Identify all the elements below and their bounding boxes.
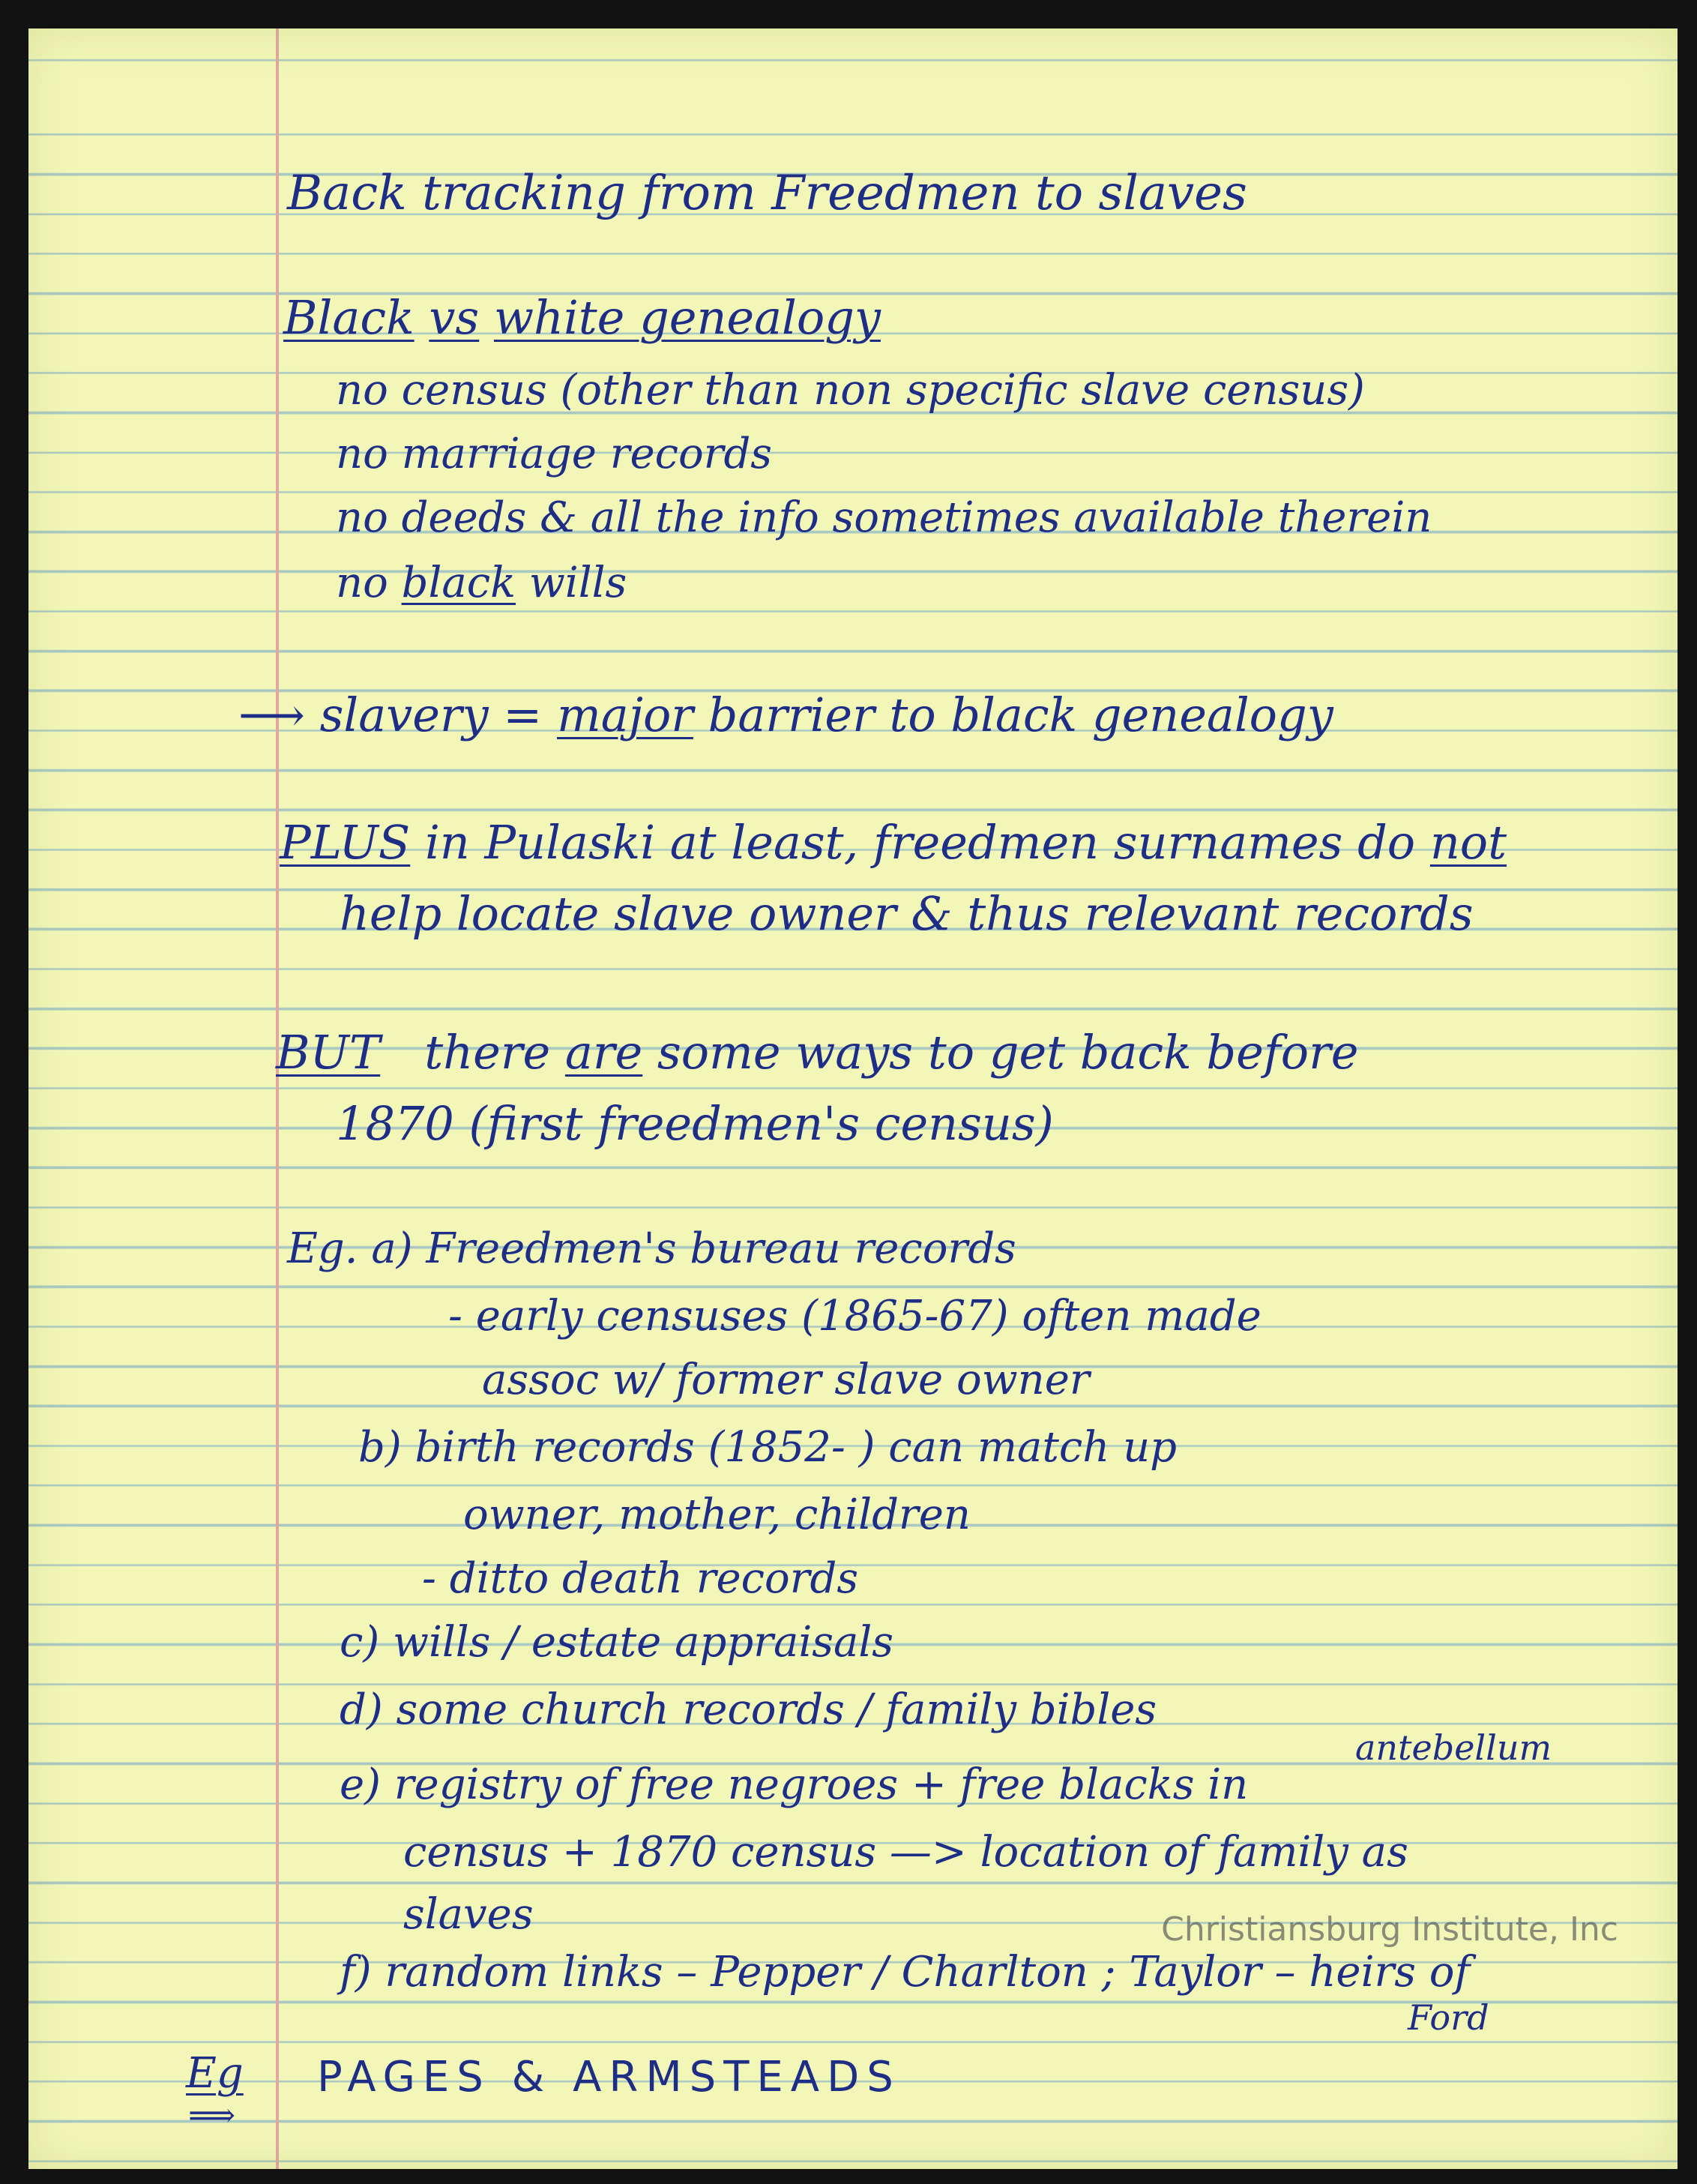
example-e-sub2: slaves xyxy=(403,1890,534,1939)
watermark: Christiansburg Institute, Inc xyxy=(1161,1910,1618,1949)
example-a-sub1: - early censuses (1865-67) often made xyxy=(448,1292,1262,1341)
list-item: no deeds & all the info sometimes available therein xyxy=(336,493,1432,542)
wills-black: black xyxy=(401,559,516,607)
footer-eg: Eg xyxy=(186,2049,244,2098)
wills-suffix: wills xyxy=(528,559,627,607)
list-item: no marriage records xyxy=(336,430,773,478)
example-f: f) random links – Pepper / Charlton ; Taylor – heirs of xyxy=(340,1948,1471,1997)
example-b: b) birth records (1852- ) can match up xyxy=(358,1423,1178,1472)
but-label: BUT xyxy=(276,1025,381,1080)
example-a-sub2: assoc w/ former slave owner xyxy=(482,1356,1090,1404)
example-c: c) wills / estate appraisals xyxy=(340,1618,894,1667)
heading-vs: vs xyxy=(429,290,480,345)
but-line1-post: some ways to get back before xyxy=(657,1025,1359,1080)
footer-label xyxy=(186,2049,244,2098)
example-a: Eg. a) Freedmen's bureau records xyxy=(287,1224,1016,1273)
example-e: e) registry of free negroes + free blacks in xyxy=(340,1760,1249,1809)
list-item: no census (other than non specific slave census) xyxy=(336,366,1365,415)
section-heading xyxy=(283,290,881,345)
heading-black: Black xyxy=(283,290,415,345)
double-arrow-icon: ⟹ xyxy=(188,2096,236,2135)
wills-prefix: no xyxy=(336,559,388,607)
example-e-insert: antebellum xyxy=(1355,1727,1552,1768)
heading-white: white genealogy xyxy=(493,290,881,345)
arrow-right-icon: ⟶ xyxy=(238,688,305,742)
plus-label: PLUS xyxy=(280,815,411,870)
footer-names: PAGES & ARMSTEADS xyxy=(317,2053,901,2102)
barrier-pre: slavery = xyxy=(319,688,543,742)
barrier-emph: major xyxy=(556,688,693,742)
example-b-sub1: owner, mother, children xyxy=(463,1490,971,1539)
example-d: d) some church records / family bibles xyxy=(340,1685,1157,1734)
example-f-sub: Ford xyxy=(1408,1997,1489,2038)
plus-line1-pre: in Pulaski at least, freedmen surnames do xyxy=(424,815,1416,870)
plus-line-2: help locate slave owner & thus relevant records xyxy=(340,886,1474,941)
example-b-sub2: - ditto death records xyxy=(422,1554,859,1603)
plus-line-1 xyxy=(280,815,1507,870)
but-line1-pre: there xyxy=(424,1025,551,1080)
notepad-page xyxy=(28,28,1678,2169)
page-title: Back tracking from Freedmen to slaves xyxy=(287,166,1247,221)
example-e-sub1: census + 1870 census —> location of family as xyxy=(403,1828,1408,1877)
plus-line1-emph: not xyxy=(1429,815,1507,870)
but-line1-emph: are xyxy=(564,1025,643,1080)
but-line-1 xyxy=(276,1025,1359,1080)
list-item-wills xyxy=(336,559,627,607)
barrier-line xyxy=(238,688,1333,742)
but-line-2: 1870 (first freedmen's census) xyxy=(336,1096,1054,1151)
barrier-post: barrier to black genealogy xyxy=(708,688,1333,742)
